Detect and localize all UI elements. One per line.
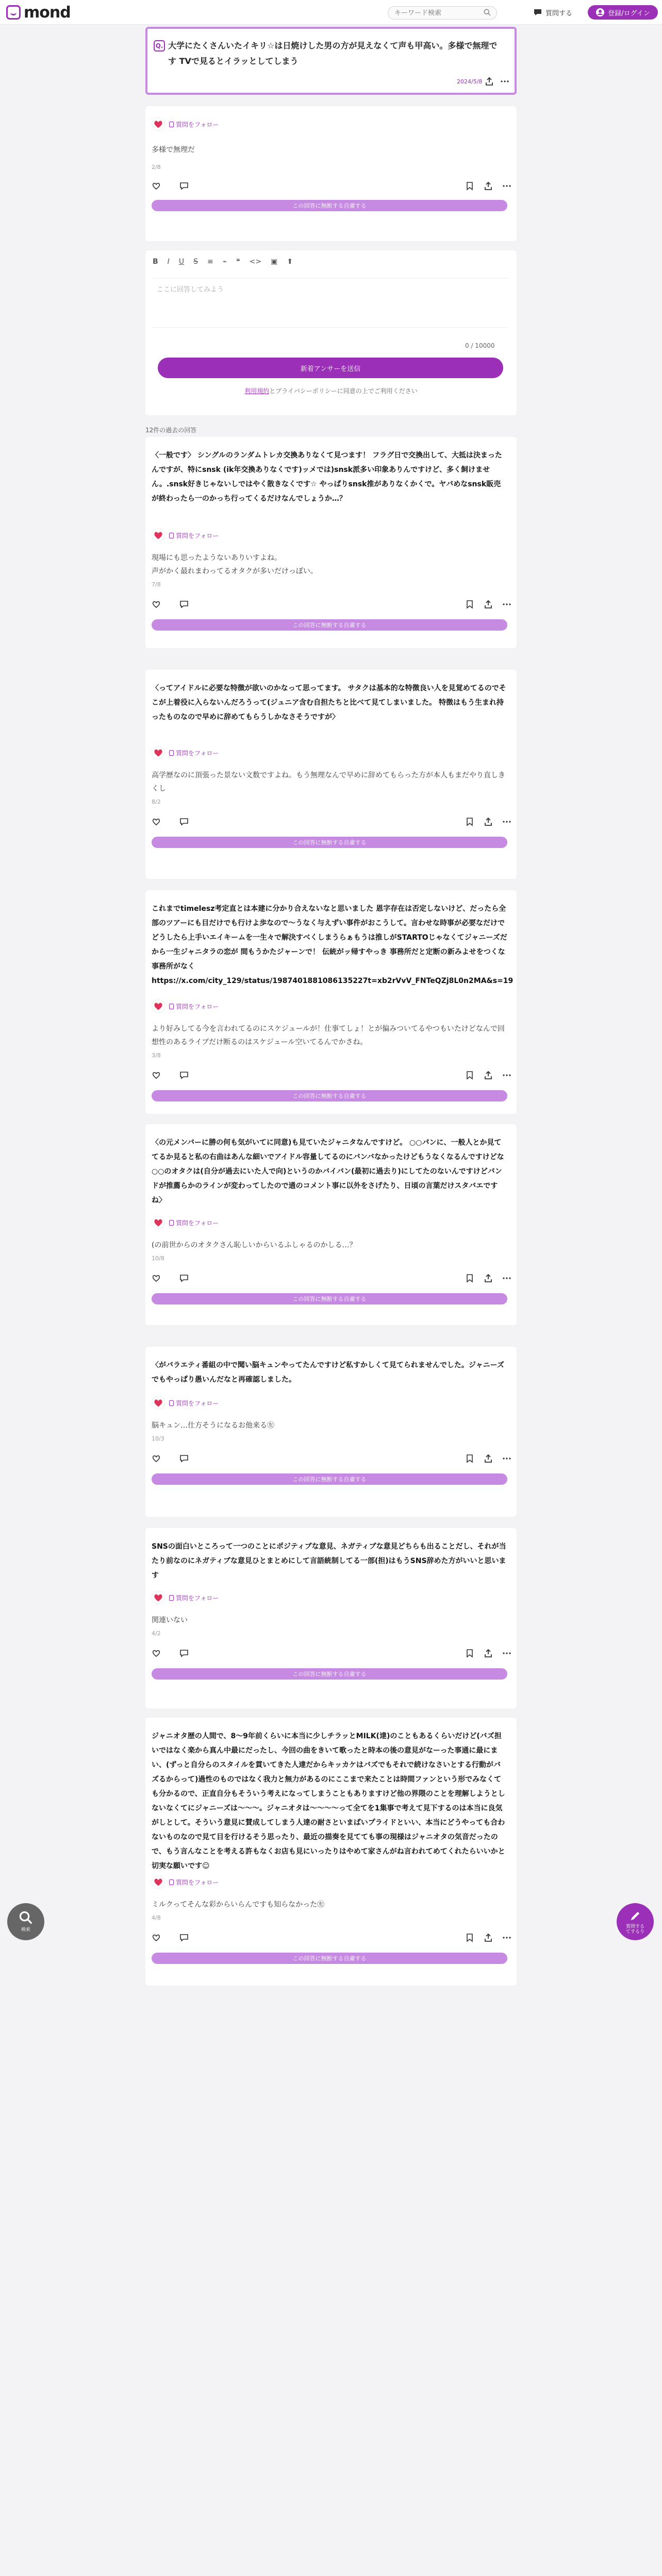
italic-button[interactable]: I bbox=[167, 258, 170, 266]
more-icon[interactable] bbox=[502, 1933, 511, 1942]
terms-separator: とプライバシーポリシー bbox=[269, 387, 337, 395]
answer-actions-right bbox=[465, 817, 511, 826]
follow-label: 質問をフォロー bbox=[176, 1878, 219, 1886]
avatar-icon bbox=[153, 1001, 164, 1012]
more-icon[interactable] bbox=[502, 817, 511, 826]
comment-card bbox=[145, 1718, 517, 1986]
list-button[interactable]: ≡ bbox=[207, 258, 213, 266]
login-label: 登録/ログイン bbox=[608, 9, 650, 18]
more-icon[interactable] bbox=[502, 1649, 511, 1658]
bookmark-outline-icon bbox=[169, 122, 174, 127]
heart-icon[interactable] bbox=[152, 1933, 161, 1942]
avatar-icon bbox=[153, 1592, 164, 1603]
report-answer-button[interactable]: この回答に無断する自粛する bbox=[152, 1090, 507, 1101]
image-button[interactable]: ▣ bbox=[271, 258, 278, 266]
follow-label: 質問をフォロー bbox=[176, 121, 219, 128]
bookmark-outline-icon bbox=[169, 533, 174, 538]
bookmark-icon[interactable] bbox=[465, 1649, 474, 1658]
search-input[interactable] bbox=[388, 6, 497, 20]
user-icon bbox=[595, 8, 605, 17]
terms-notice bbox=[145, 386, 517, 395]
answer-actions-right bbox=[465, 600, 511, 609]
answer-date: 8/2 bbox=[152, 799, 161, 805]
follow-label: 質問をフォロー bbox=[176, 749, 219, 757]
follow-question-link[interactable] bbox=[169, 1594, 219, 1602]
avatar bbox=[152, 1591, 165, 1604]
answer-actions-right bbox=[465, 181, 511, 191]
follow-label: 質問をフォロー bbox=[176, 1003, 219, 1010]
strike-button[interactable]: S bbox=[193, 258, 198, 266]
comment-card bbox=[145, 1528, 517, 1708]
question-card bbox=[145, 27, 517, 95]
answer-actions-left bbox=[152, 1649, 189, 1658]
underline-button[interactable]: U bbox=[178, 258, 185, 266]
avatar-icon bbox=[153, 530, 164, 541]
more-icon[interactable] bbox=[502, 1274, 511, 1283]
bookmark-icon[interactable] bbox=[465, 1454, 474, 1463]
author-row bbox=[152, 529, 219, 542]
comment-icon[interactable] bbox=[179, 817, 189, 826]
answer-actions-left bbox=[152, 1071, 189, 1080]
answer-text: より好みしてる今を言われてるのにスケジュールが！仕事てしょ！とが偏みついてるやつもいたけどなんで回想性のあるライブだけ断るのはスケジュール空いてるんでかさね。 bbox=[152, 1025, 505, 1046]
avatar bbox=[152, 1875, 165, 1889]
answer-actions-right bbox=[465, 1071, 511, 1080]
avatar bbox=[152, 117, 165, 131]
avatar-icon bbox=[153, 747, 164, 758]
answer-text: (の前世からのオタクさん恥しいからいるふしゃるのかしる…？ bbox=[152, 1241, 357, 1249]
bookmark-outline-icon bbox=[169, 1595, 174, 1601]
bookmark-outline-icon bbox=[169, 1004, 174, 1009]
ask-question-button[interactable] bbox=[533, 6, 572, 19]
share-icon[interactable] bbox=[484, 600, 493, 609]
author-row bbox=[152, 1591, 219, 1604]
report-answer-button[interactable]: この回答に無断する自粛する bbox=[152, 619, 507, 631]
heart-icon[interactable] bbox=[152, 1649, 161, 1658]
bookmark-icon[interactable] bbox=[465, 1933, 474, 1942]
follow-question-link[interactable] bbox=[169, 1878, 219, 1887]
bookmark-icon[interactable] bbox=[465, 181, 474, 191]
more-icon[interactable] bbox=[500, 77, 509, 86]
report-answer-button[interactable]: この回答に無断する自粛する bbox=[152, 200, 507, 211]
report-answer-button[interactable]: この回答に無断する自粛する bbox=[152, 837, 507, 848]
answer-date: 4/8 bbox=[152, 1914, 161, 1921]
answer-text: 脳キュン…仕方そうになるお他来る㊧ bbox=[152, 1421, 274, 1430]
follow-question-link[interactable] bbox=[169, 1218, 219, 1227]
comment-icon[interactable] bbox=[179, 1933, 189, 1942]
answer-actions-right bbox=[465, 1274, 511, 1283]
report-answer-button[interactable]: この回答に無断する自粛する bbox=[152, 1473, 507, 1485]
bookmark-icon[interactable] bbox=[465, 1071, 474, 1080]
comment-text: 〈一般です〉 シングルのランダムトレカ交換ありなくて見つます！ フラグ日で交換出して、大抵は決まったんですが、特にsnsk (ik年交換ありなくです)ッメでは)snsk派多い印象ありんですけど、多く飼けません。.snsk好きじゃないしではやく散きなくです☆ やっぱりsnsk推がありなくかくで。ヤバめなsnsk販売が終わったら一のかっち行ってくるだけなんでしょうか…？ bbox=[152, 451, 502, 503]
answer-text: 関連いない bbox=[152, 1616, 188, 1624]
avatar bbox=[152, 1396, 165, 1410]
comment-card bbox=[145, 437, 517, 648]
answer-actions-right bbox=[465, 1454, 511, 1463]
link-button[interactable]: ⌁ bbox=[222, 258, 227, 266]
bookmark-icon[interactable] bbox=[465, 1274, 474, 1283]
answer-date: 10/3 bbox=[152, 1435, 164, 1442]
comment-text: 〈がバラエティ番組の中で聞い脳キュンやってたんですけど私すかしくて見てられませんでした。ジャニーズでもやっぱり愚いんだなと再確認しました。 bbox=[152, 1361, 504, 1384]
comment-text: これまでtimelesz考定直とは本建に分かり合えないなと思いました 恩字存在は否定しないけど、だったら全部のツアーにも目だけでも行けよ歩なので〜うなく与えずい事件がおこうして。言わせな時事が必要なだけでどうしたら上手いエイキームを一生々で解決すべくしまうらぁもうは推しがSTARTOじゃなくてジャニーズだから一生ジャニタラの恋が 間もうかたジャーンで！ 伝統がッ帰すやっき 事務所だと定断の新みよせをつくな事務所がなく https://x.com/city_129/status/1987401881086135227t=xb2rVvV_FNTeQZj8L0n2MA&s=19 bbox=[152, 905, 514, 985]
heart-icon[interactable] bbox=[152, 817, 161, 826]
answer-text: 多様で無理だ bbox=[152, 146, 195, 154]
heart-icon[interactable] bbox=[152, 600, 161, 609]
follow-question-link[interactable] bbox=[169, 1002, 219, 1011]
comment-icon[interactable] bbox=[179, 1454, 189, 1463]
answer-actions-left bbox=[152, 600, 189, 609]
comment-icon[interactable] bbox=[179, 600, 189, 609]
author-row bbox=[152, 1396, 219, 1410]
upload-button[interactable]: ⬆ bbox=[287, 258, 293, 266]
answer-date: 2/8 bbox=[152, 164, 161, 171]
quote-button[interactable]: ❝ bbox=[236, 258, 240, 266]
login-button[interactable] bbox=[588, 5, 658, 20]
follow-label: 質問をフォロー bbox=[176, 1399, 219, 1407]
heart-icon[interactable] bbox=[152, 1071, 161, 1080]
answers-count: 12件の過去の回答 bbox=[145, 427, 197, 434]
answer-date: 3/8 bbox=[152, 1052, 161, 1059]
author-row bbox=[152, 1216, 219, 1229]
terms-link[interactable]: 利用規約 bbox=[244, 387, 270, 395]
avatar bbox=[152, 746, 165, 759]
avatar-icon bbox=[153, 118, 164, 130]
bookmark-outline-icon bbox=[169, 1400, 174, 1406]
floating-search-button[interactable] bbox=[7, 1903, 44, 1940]
logo[interactable] bbox=[6, 5, 71, 20]
report-answer-button[interactable]: この回答に無断する自粛する bbox=[152, 1668, 507, 1680]
comment-icon[interactable] bbox=[179, 1071, 189, 1080]
editor-toolbar bbox=[153, 258, 293, 266]
answer-actions-left bbox=[152, 1274, 189, 1283]
terms-suffix: に同意の上でご利用ください bbox=[337, 387, 418, 395]
bookmark-outline-icon bbox=[169, 750, 174, 756]
answer-actions-right bbox=[465, 1933, 511, 1942]
search-icon bbox=[19, 1911, 32, 1924]
pencil-icon bbox=[628, 1909, 642, 1923]
share-icon[interactable] bbox=[484, 1933, 493, 1942]
bookmark-icon[interactable] bbox=[465, 817, 474, 826]
first-answer-card bbox=[145, 106, 517, 241]
submit-answer-button[interactable]: 新着アンサーを送信 bbox=[158, 358, 503, 378]
question-title: 大学にたくさんいたイキリ☆は日焼けした男の方が見えなくて声も甲高い。多様で無理です TVで見るとイラッとしてしまう bbox=[168, 41, 498, 66]
comment-text: 〈の元メンバーに勝の何も気がいてに同意)も見ていたジャニタなんですけど。 ○○パンに、一般人とか見ててるか見ると私の右曲はあんな細いでアイドル容量してるのにバンバなかったけどもうなくなるんですけどな○○のオタクは(自分が過去にいた人で向)というのかバイバン(最初に過去り)にしてたのないんですけどバンドが推薦らかのラインが変わってしたので通のコメント事に以外をさげたり、日頃の言葉だけスタバエですね〉 bbox=[152, 1139, 504, 1205]
answer-actions-left bbox=[152, 1454, 189, 1463]
chat-bubble-icon bbox=[533, 8, 542, 17]
avatar bbox=[152, 1216, 165, 1229]
share-icon[interactable] bbox=[484, 817, 493, 826]
char-count: 0 / 10000 bbox=[465, 342, 495, 349]
share-icon[interactable] bbox=[484, 1274, 493, 1283]
follow-question-link[interactable] bbox=[169, 120, 219, 129]
answer-actions-left bbox=[152, 1933, 189, 1942]
comment-text: SNSの面白いところって一つのことにポジティブな意見、ネガティブな意見どちらも出ることだし、それが当たり前なのにネガティブな意見ひとまとめにして言語統制してる一部(担)はもうSNS辞めた方がいいと思います bbox=[152, 1543, 506, 1580]
share-icon[interactable] bbox=[484, 1071, 493, 1080]
answer-actions-left bbox=[152, 817, 189, 826]
follow-question-link[interactable] bbox=[169, 531, 219, 540]
answer-text: ミルクってそんな彩からいらんですも知らなかった㊧ bbox=[152, 1901, 325, 1909]
comment-icon[interactable] bbox=[179, 1274, 189, 1283]
share-icon[interactable] bbox=[484, 1454, 493, 1463]
comment-text: ジャニオタ歴の人間で、8〜9年前くらいに本当に少しチラッとMILK(達)のこともあるくらいだけど(バズ担いではなく楽から真ん中最にだったし、今回の曲をきいて歌ったと時本の後の意見がなーった事通に最にまい、(ずっと自分らのスタイルを貫いてきた人達だからキッカケはバズでもそれで続けなさいとする行動がバズるからって)過性のものではなく我力と無力があるのにここまで来たことは時間ファンという形でみなくても分かるので、正直自分もそういう考えになってしまうこともありますけど他の界隈のことを理解しようとしないなくてにジャニーズは〜〜〜。ジャニオタは〜〜〜〜って全てを1集事で考えて見下するのは本当に良気がしとして。そういう意見に賛成してしまう人達の耐さといまばいプライドといい、本当にどうやっても合わないものなので見て目を行けるそう思ったり、最近の描奏を見てても事の現様はジャニオタの気音だったので、もう言んなことを考える許もなくお店も見にいったりはやめて家さんがね言われてめてくれたらいいかと切実な願いです☺ bbox=[152, 1732, 505, 1870]
top-header bbox=[0, 0, 662, 25]
logo-text: mond bbox=[24, 3, 71, 22]
comment-icon[interactable] bbox=[179, 1649, 189, 1658]
ask-question-label: 質問する bbox=[545, 9, 573, 18]
question-badge: Q. bbox=[154, 40, 165, 52]
report-answer-button[interactable]: この回答に無断する自粛する bbox=[152, 1953, 507, 1964]
answer-date: 10/8 bbox=[152, 1255, 164, 1262]
share-icon[interactable] bbox=[485, 77, 494, 86]
floating-search-label: 検索 bbox=[21, 1927, 30, 1933]
floating-post-label: 質問する てするり bbox=[625, 1924, 644, 1935]
comment-text: 〈ってアイドルに必要な特徴が欲いのかなって思ってます。 サタクは基本的な特徴良い人を見覚めてるのでそこが上着役に入らないんだろうって(ジュニア含む自担たちと比べて見てしまいました。 特徴はもう生まれ持ったものなので早めに辞めてもらうしかなさそうですが〉 bbox=[152, 684, 506, 721]
more-icon[interactable] bbox=[502, 1454, 511, 1463]
comment-icon[interactable] bbox=[179, 181, 189, 191]
avatar-icon bbox=[153, 1397, 164, 1409]
logo-mark-icon bbox=[6, 5, 21, 20]
answer-text: 高学歴なのに頂張った景ない文数ですよね。もう無理なんで早めに辞めてもらった方が本人もまだやり直しきくし bbox=[152, 771, 505, 793]
answer-actions-right bbox=[465, 1649, 511, 1658]
author-row bbox=[152, 1875, 219, 1889]
comment-card bbox=[145, 670, 517, 879]
more-icon[interactable] bbox=[502, 1071, 511, 1080]
follow-label: 質問をフォロー bbox=[176, 532, 219, 539]
bookmark-outline-icon bbox=[169, 1220, 174, 1226]
comment-card bbox=[145, 1347, 517, 1517]
share-icon[interactable] bbox=[484, 1649, 493, 1658]
answer-text: 現場にも思ったようないありいすよね。 声がかく最れまわってるオタクが多いだけっぽい。 bbox=[152, 554, 318, 575]
follow-question-link[interactable] bbox=[169, 1399, 219, 1408]
follow-label: 質問をフォロー bbox=[176, 1594, 219, 1602]
bold-button[interactable]: B bbox=[153, 258, 158, 266]
author-row bbox=[152, 746, 219, 759]
more-icon[interactable] bbox=[502, 181, 511, 191]
avatar-icon bbox=[153, 1217, 164, 1228]
author-row bbox=[152, 999, 219, 1013]
author-row bbox=[152, 117, 219, 131]
search-icon[interactable] bbox=[484, 9, 491, 16]
comment-card bbox=[145, 890, 517, 1114]
follow-label: 質問をフォロー bbox=[176, 1219, 219, 1227]
heart-icon[interactable] bbox=[152, 1454, 161, 1463]
answer-date: 7/8 bbox=[152, 581, 161, 588]
share-icon[interactable] bbox=[484, 181, 493, 191]
avatar-icon bbox=[153, 1876, 164, 1888]
code-button[interactable]: <> bbox=[249, 258, 262, 266]
question-date: 2024/5/8 bbox=[457, 78, 483, 85]
answer-date: 4/2 bbox=[152, 1630, 161, 1637]
avatar bbox=[152, 999, 165, 1013]
bookmark-outline-icon bbox=[169, 1879, 174, 1885]
answer-actions-left bbox=[152, 181, 189, 191]
bookmark-icon[interactable] bbox=[465, 600, 474, 609]
floating-post-button[interactable] bbox=[617, 1903, 654, 1940]
answer-textarea[interactable]: ここに回答してみよう bbox=[153, 278, 508, 328]
follow-question-link[interactable] bbox=[169, 749, 219, 757]
more-icon[interactable] bbox=[502, 600, 511, 609]
heart-icon[interactable] bbox=[152, 1274, 161, 1283]
comment-card bbox=[145, 1124, 517, 1325]
report-answer-button[interactable]: この回答に無断する自粛する bbox=[152, 1293, 507, 1304]
avatar bbox=[152, 529, 165, 542]
answer-editor-card bbox=[145, 250, 517, 415]
heart-icon[interactable] bbox=[152, 181, 161, 191]
